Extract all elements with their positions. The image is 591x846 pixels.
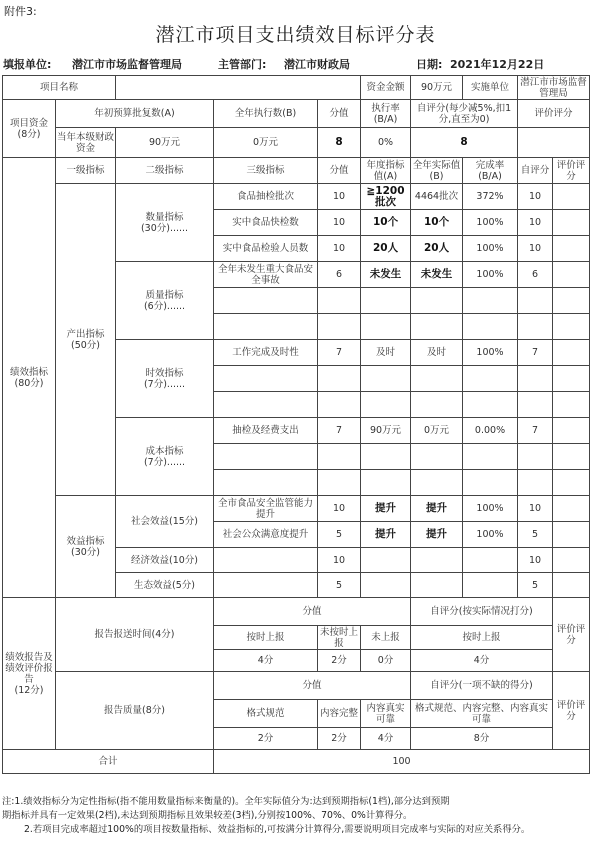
quantity-indicators-label: 数量指标 (30分)......: [116, 184, 214, 262]
no-report-points: 0分: [361, 650, 411, 672]
fund-budget-header: 年初预算批复数(A): [56, 100, 214, 128]
indicator-eval: [553, 184, 590, 210]
eval-score-header: 评价评分: [553, 158, 590, 184]
level3-header: 三级指标: [214, 158, 318, 184]
indicator-self: 10: [518, 184, 553, 210]
fund-amount-value: 90万元: [411, 76, 463, 100]
indicator-self: 5: [518, 522, 553, 548]
indicator-score: 5: [318, 573, 361, 598]
fund-rate-value: 0%: [361, 128, 411, 158]
report-eval-header-a: 评价评分: [553, 598, 590, 672]
format-header: 格式规范: [214, 700, 318, 728]
indicator-score: 6: [318, 262, 361, 288]
indicator-score: 7: [318, 418, 361, 444]
indicator-rate: 100%: [463, 496, 518, 522]
no-report-header: 未上报: [361, 626, 411, 650]
indicator-eval: [553, 522, 590, 548]
annex-label: 附件3:: [4, 5, 37, 18]
not-ontime-header: 未按时上报: [318, 626, 361, 650]
impl-unit-label: 实施单位: [463, 76, 518, 100]
indicator-eval: [553, 496, 590, 522]
indicator-name: 抽检及经费支出: [214, 418, 318, 444]
project-name-label: 项目名称: [3, 76, 116, 100]
indicator-self: 10: [518, 548, 553, 573]
indicator-name: [214, 548, 318, 573]
indicator-score: 10: [318, 184, 361, 210]
fund-row-label: 项目资金 (8分): [3, 100, 56, 158]
indicator-name: [214, 573, 318, 598]
economic-benefit-label: 经济效益(10分): [116, 548, 214, 573]
indicator-target: 10个: [361, 210, 411, 236]
indicator-eval: [553, 418, 590, 444]
indicator-target: 及时: [361, 340, 411, 366]
fill-unit-label: 填报单位:: [3, 58, 52, 71]
indicator-name: 工作完成及时性: [214, 340, 318, 366]
indicator-target: 20人: [361, 236, 411, 262]
indicator-score: 10: [318, 210, 361, 236]
indicator-self: 6: [518, 262, 553, 288]
supervisor-label: 主管部门:: [218, 58, 267, 71]
benefit-indicators-label: 效益指标 (30分): [56, 496, 116, 598]
indicator-self: 10: [518, 236, 553, 262]
self-score-header: 自评分: [518, 158, 553, 184]
supervisor-value: 潜江市财政局: [284, 58, 350, 71]
fund-budget-value: 90万元: [116, 128, 214, 158]
fund-actual-header: 全年执行数(B): [214, 100, 318, 128]
indicator-actual: 提升: [411, 496, 463, 522]
indicator-actual: 及时: [411, 340, 463, 366]
level2-header: 二级指标: [116, 158, 214, 184]
indicator-actual: 4464批次: [411, 184, 463, 210]
not-ontime-points: 2分: [318, 650, 361, 672]
indicator-actual: 20人: [411, 236, 463, 262]
indicator-actual: 0万元: [411, 418, 463, 444]
indicator-rate: 100%: [463, 340, 518, 366]
report-self-header-b: 自评分(一项不缺的得分): [411, 672, 553, 700]
social-benefit-label: 社会效益(15分): [116, 496, 214, 548]
note-1-cont: 期指标并具有一定效果(2档),未达到预期指标且效果较差(3档),分别按100%、70%、0%计算得分。: [2, 810, 413, 821]
quality-indicators-label: 质量指标 (6分)......: [116, 262, 214, 340]
level1-header: 一级指标: [56, 158, 116, 184]
fund-name: 当年本级财政资金: [56, 128, 116, 158]
annual-target-header: 年度指标值(A): [361, 158, 411, 184]
indicator-actual: 10个: [411, 210, 463, 236]
indicator-eval: [553, 210, 590, 236]
impl-unit-value: 潜江市市场监督管理局: [518, 76, 590, 100]
score-table: [2, 75, 590, 774]
format-points: 2分: [214, 728, 318, 750]
timeliness-indicators-label: 时效指标 (7分)......: [116, 340, 214, 418]
indicator-rate: 100%: [463, 236, 518, 262]
score-header: 分值: [318, 158, 361, 184]
indicator-score: 10: [318, 548, 361, 573]
fund-amount-label: 资金金额: [361, 76, 411, 100]
indicator-name: 全年未发生重大食品安全事故: [214, 262, 318, 288]
output-indicators-label: 产出指标 (50分): [56, 184, 116, 496]
indicator-target: 提升: [361, 496, 411, 522]
ontime-header: 按时上报: [214, 626, 318, 650]
perf-indicators-label: 绩效指标 (80分): [3, 158, 56, 598]
indicator-self: 7: [518, 340, 553, 366]
ontime-self-points: 4分: [411, 650, 553, 672]
indicator-target: 未发生: [361, 262, 411, 288]
fund-self-value: 8: [411, 128, 518, 158]
fund-score-value: 8: [318, 128, 361, 158]
report-timeliness-label: 报告报送时间(4分): [56, 598, 214, 672]
fund-eval-header: 评价评分: [518, 100, 590, 128]
cost-indicators-label: 成本指标 (7分)......: [116, 418, 214, 496]
indicator-score: 7: [318, 340, 361, 366]
note-2: 2.若项目完成率超过100%的项目按数量指标、效益指标的,可按满分计算得分,需要说明项目完成率与实际的对应关系得分。: [24, 824, 531, 835]
indicator-self: 5: [518, 573, 553, 598]
indicator-self: 10: [518, 496, 553, 522]
indicator-name: 实中食品快检数: [214, 210, 318, 236]
fund-score-header: 分值: [318, 100, 361, 128]
indicator-self: 10: [518, 210, 553, 236]
report-section-label: 绩效报告及绩效评价报告 (12分): [3, 598, 56, 750]
project-name-value: [116, 76, 361, 100]
content-true-points: 4分: [361, 728, 411, 750]
completion-rate-header: 完成率(B/A): [463, 158, 518, 184]
indicator-score: 10: [318, 496, 361, 522]
indicator-rate: 100%: [463, 262, 518, 288]
indicator-eval: [553, 340, 590, 366]
report-eval-header-b: 评价评分: [553, 672, 590, 750]
indicator-name: 社会公众满意度提升: [214, 522, 318, 548]
ontime-points: 4分: [214, 650, 318, 672]
indicator-eval: [553, 236, 590, 262]
fund-actual-value: 0万元: [214, 128, 318, 158]
note-1: 注:1.绩效指标分为定性指标(指不能用数量指标来衡量的)。全年实际值分为:达到预期指标(1档),部分达到预期: [2, 796, 450, 807]
indicator-actual: 未发生: [411, 262, 463, 288]
indicator-target: ≧1200批次: [361, 184, 411, 210]
indicator-rate: 100%: [463, 522, 518, 548]
indicator-eval: [553, 573, 590, 598]
report-self-header-a: 自评分(按实际情况打分): [411, 598, 553, 626]
fund-self-header: 自评分(每少减5%,扣1分,直至为0): [411, 100, 518, 128]
indicator-eval: [553, 548, 590, 573]
indicator-name: 全市食品安全监管能力提升: [214, 496, 318, 522]
indicator-score: 5: [318, 522, 361, 548]
all-criteria-header: 格式规范、内容完整、内容真实可靠: [411, 700, 553, 728]
indicator-self: 7: [518, 418, 553, 444]
page-title: 潜江市项目支出绩效目标评分表: [155, 24, 436, 46]
report-quality-label: 报告质量(8分): [56, 672, 214, 750]
content-complete-points: 2分: [318, 728, 361, 750]
date-label: 日期:: [416, 58, 443, 71]
indicator-rate: 0.00%: [463, 418, 518, 444]
all-criteria-points: 8分: [411, 728, 553, 750]
indicator-rate: 372%: [463, 184, 518, 210]
fund-rate-header: 执行率(B/A): [361, 100, 411, 128]
indicator-name: 实中食品检验人员数: [214, 236, 318, 262]
indicator-target: 90万元: [361, 418, 411, 444]
indicator-actual: 提升: [411, 522, 463, 548]
date-value: 2021年12月22日: [450, 58, 545, 71]
annual-actual-header: 全年实际值(B): [411, 158, 463, 184]
fund-eval-value: [518, 128, 590, 158]
indicator-target: 提升: [361, 522, 411, 548]
indicator-eval: [553, 262, 590, 288]
eco-benefit-label: 生态效益(5分): [116, 573, 214, 598]
report-score-header-b: 分值: [214, 672, 411, 700]
content-true-header: 内容真实可靠: [361, 700, 411, 728]
ontime-self-header: 按时上报: [411, 626, 553, 650]
indicator-name: 食品抽检批次: [214, 184, 318, 210]
indicator-score: 10: [318, 236, 361, 262]
fill-unit-value: 潜江市市场监督管理局: [72, 58, 182, 71]
content-complete-header: 内容完整: [318, 700, 361, 728]
total-value: 100: [214, 750, 590, 774]
indicator-rate: 100%: [463, 210, 518, 236]
report-score-header: 分值: [214, 598, 411, 626]
total-label: 合计: [3, 750, 214, 774]
